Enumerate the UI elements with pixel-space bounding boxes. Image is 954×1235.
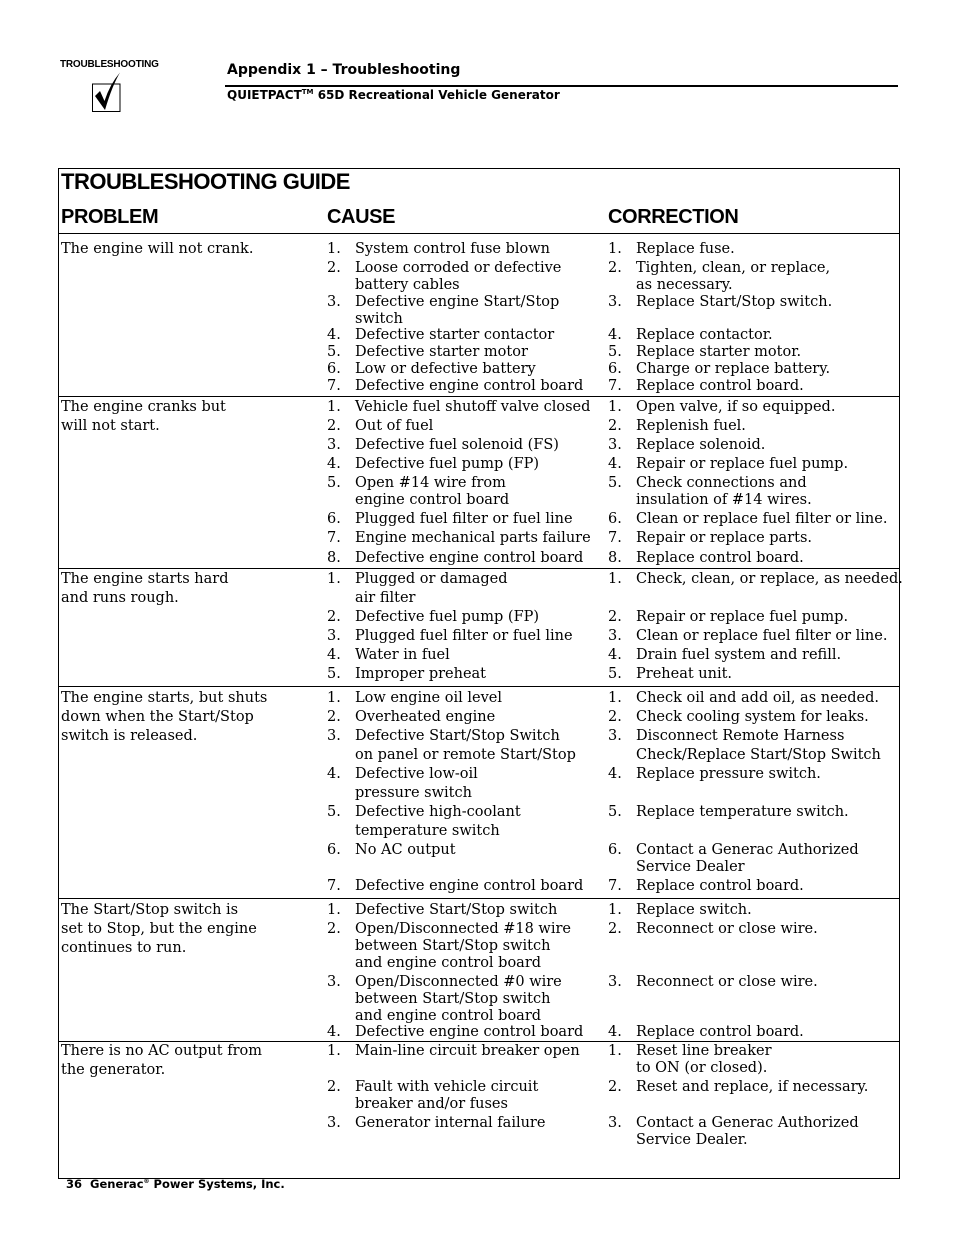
cause-text: Open/Disconnected #18 wire <box>355 921 571 937</box>
correction-number: 4. <box>608 1024 622 1040</box>
cause-text: engine control board <box>355 492 510 508</box>
cause-number: 4. <box>327 1024 341 1040</box>
problem-text: The engine cranks but <box>61 399 226 415</box>
correction-text: to ON (or closed). <box>636 1060 768 1076</box>
cause-number: 1. <box>327 571 341 587</box>
cause-number: 5. <box>327 666 341 682</box>
correction-number: 3. <box>608 437 622 453</box>
correction-text: Contact a Generac Authorized <box>636 1115 859 1131</box>
correction-text: Repair or replace fuel pump. <box>636 456 849 472</box>
group-divider <box>59 568 899 569</box>
problem-text: There is no AC output from <box>61 1043 262 1059</box>
correction-text: Contact a Generac Authorized <box>636 842 859 858</box>
cause-number: 4. <box>327 456 341 472</box>
section-tag: TROUBLESHOOTING <box>60 59 159 70</box>
checkbox-check-icon <box>92 72 121 112</box>
cause-text: Low engine oil level <box>355 690 502 706</box>
correction-text: Reconnect or close wire. <box>636 921 818 937</box>
cause-text: and engine control board <box>355 955 542 971</box>
correction-number: 3. <box>608 728 622 744</box>
problem-text: switch is released. <box>61 728 198 744</box>
cause-number: 1. <box>327 690 341 706</box>
problem-text: The engine starts, but shuts <box>61 690 268 706</box>
problem-text: and runs rough. <box>61 590 179 606</box>
cause-number: 1. <box>327 241 341 257</box>
correction-number: 6. <box>608 511 622 527</box>
cause-text: battery cables <box>355 277 460 293</box>
problem-text: the generator. <box>61 1062 166 1078</box>
correction-text: Preheat unit. <box>636 666 733 682</box>
cause-number: 3. <box>327 974 341 990</box>
cause-text: Defective starter motor <box>355 344 528 360</box>
cause-number: 4. <box>327 647 341 663</box>
product-subtitle: QUIETPACT™ 65D Recreational Vehicle Generator <box>227 88 560 102</box>
cause-text: Engine mechanical parts failure <box>355 530 591 546</box>
correction-text: Repair or replace parts. <box>636 530 812 546</box>
correction-text: Replace contactor. <box>636 327 773 343</box>
correction-text: as necessary. <box>636 277 733 293</box>
correction-text: Replenish fuel. <box>636 418 746 434</box>
cause-text: System control fuse blown <box>355 241 550 257</box>
correction-text: Repair or replace fuel pump. <box>636 609 849 625</box>
cause-text: Generator internal failure <box>355 1115 546 1131</box>
cause-text: Improper preheat <box>355 666 487 682</box>
correction-number: 7. <box>608 378 622 394</box>
correction-text: Replace control board. <box>636 878 804 894</box>
correction-number: 5. <box>608 475 622 491</box>
problem-text: down when the Start/Stop <box>61 709 254 725</box>
correction-number: 2. <box>608 709 622 725</box>
cause-text: Defective Start/Stop Switch <box>355 728 560 744</box>
column-header-cause: CAUSE <box>327 206 396 228</box>
group-divider <box>59 396 899 397</box>
correction-text: Replace control board. <box>636 1024 804 1040</box>
cause-text: between Start/Stop switch <box>355 938 551 954</box>
correction-text: Reset and replace, if necessary. <box>636 1079 869 1095</box>
correction-text: Replace solenoid. <box>636 437 766 453</box>
correction-number: 1. <box>608 902 622 918</box>
cause-number: 6. <box>327 511 341 527</box>
cause-text: Overheated engine <box>355 709 496 725</box>
correction-number: 2. <box>608 418 622 434</box>
correction-number: 5. <box>608 666 622 682</box>
cause-text: breaker and/or fuses <box>355 1096 508 1112</box>
column-header-correction: CORRECTION <box>608 206 739 228</box>
correction-text: Open valve, if so equipped. <box>636 399 836 415</box>
correction-number: 2. <box>608 921 622 937</box>
cause-number: 3. <box>327 628 341 644</box>
problem-text: The Start/Stop switch is <box>61 902 239 918</box>
correction-number: 1. <box>608 241 622 257</box>
correction-number: 5. <box>608 344 622 360</box>
correction-text: Check, clean, or replace, as needed. <box>636 571 903 587</box>
correction-text: Check/Replace Start/Stop Switch <box>636 747 881 763</box>
correction-text: Replace Start/Stop switch. <box>636 294 833 310</box>
cause-text: Loose corroded or defective <box>355 260 562 276</box>
problem-text: set to Stop, but the engine <box>61 921 257 937</box>
cause-text: air filter <box>355 590 416 606</box>
correction-text: Check cooling system for leaks. <box>636 709 869 725</box>
appendix-title: Appendix 1 – Troubleshooting <box>227 62 461 78</box>
cause-text: Defective high-coolant <box>355 804 521 820</box>
cause-text: Defective fuel solenoid (FS) <box>355 437 559 453</box>
cause-number: 7. <box>327 378 341 394</box>
correction-number: 4. <box>608 647 622 663</box>
correction-text: Reconnect or close wire. <box>636 974 818 990</box>
correction-number: 7. <box>608 878 622 894</box>
cause-number: 2. <box>327 709 341 725</box>
cause-number: 3. <box>327 294 341 310</box>
cause-text: Water in fuel <box>355 647 450 663</box>
cause-text: Plugged or damaged <box>355 571 508 587</box>
correction-text: Replace control board. <box>636 378 804 394</box>
cause-number: 6. <box>327 361 341 377</box>
problem-text: The engine will not crank. <box>61 241 254 257</box>
correction-text: Replace pressure switch. <box>636 766 821 782</box>
cause-text: Main-line circuit breaker open <box>355 1043 580 1059</box>
cause-number: 2. <box>327 609 341 625</box>
correction-number: 8. <box>608 550 622 566</box>
cause-text: Out of fuel <box>355 418 434 434</box>
cause-number: 5. <box>327 344 341 360</box>
cause-text: temperature switch <box>355 823 500 839</box>
cause-text: and engine control board <box>355 1008 542 1024</box>
correction-number: 6. <box>608 361 622 377</box>
cause-number: 4. <box>327 766 341 782</box>
correction-number: 4. <box>608 456 622 472</box>
correction-number: 2. <box>608 609 622 625</box>
cause-number: 2. <box>327 260 341 276</box>
cause-text: Plugged fuel filter or fuel line <box>355 511 573 527</box>
correction-text: Check connections and <box>636 475 807 491</box>
problem-text: The engine starts hard <box>61 571 229 587</box>
cause-text: Defective Start/Stop switch <box>355 902 558 918</box>
correction-text: Replace fuse. <box>636 241 735 257</box>
cause-text: between Start/Stop switch <box>355 991 551 1007</box>
cause-number: 8. <box>327 550 341 566</box>
correction-text: Drain fuel system and refill. <box>636 647 842 663</box>
correction-text: Service Dealer <box>636 859 745 875</box>
header-rule <box>225 85 898 87</box>
cause-text: pressure switch <box>355 785 472 801</box>
column-header-problem: PROBLEM <box>61 206 159 228</box>
cause-text: Fault with vehicle circuit <box>355 1079 539 1095</box>
correction-text: Clean or replace fuel filter or line. <box>636 628 888 644</box>
cause-text: Low or defective battery <box>355 361 536 377</box>
correction-text: Disconnect Remote Harness <box>636 728 845 744</box>
correction-number: 4. <box>608 766 622 782</box>
correction-number: 3. <box>608 628 622 644</box>
correction-text: Clean or replace fuel filter or line. <box>636 511 888 527</box>
correction-number: 2. <box>608 1079 622 1095</box>
cause-number: 6. <box>327 842 341 858</box>
cause-text: Defective engine control board <box>355 378 584 394</box>
cause-text: Vehicle fuel shutoff valve closed <box>355 399 591 415</box>
correction-text: Reset line breaker <box>636 1043 772 1059</box>
cause-number: 1. <box>327 902 341 918</box>
correction-text: Charge or replace battery. <box>636 361 831 377</box>
cause-text: Open/Disconnected #0 wire <box>355 974 562 990</box>
problem-text: continues to run. <box>61 940 187 956</box>
cause-text: Defective fuel pump (FP) <box>355 609 540 625</box>
cause-number: 3. <box>327 1115 341 1131</box>
group-divider <box>59 686 899 687</box>
cause-number: 7. <box>327 530 341 546</box>
cause-text: Defective fuel pump (FP) <box>355 456 540 472</box>
correction-text: Replace switch. <box>636 902 752 918</box>
correction-number: 1. <box>608 690 622 706</box>
correction-number: 3. <box>608 294 622 310</box>
correction-text: Tighten, clean, or replace, <box>636 260 831 276</box>
cause-text: Open #14 wire from <box>355 475 506 491</box>
correction-text: Replace control board. <box>636 550 804 566</box>
correction-number: 2. <box>608 260 622 276</box>
cause-text: Defective engine Start/Stop <box>355 294 560 310</box>
correction-number: 4. <box>608 327 622 343</box>
guide-title: TROUBLESHOOTING GUIDE <box>61 169 350 194</box>
cause-text: Defective engine control board <box>355 1024 584 1040</box>
cause-number: 2. <box>327 418 341 434</box>
cause-text: No AC output <box>355 842 456 858</box>
correction-text: Service Dealer. <box>636 1132 748 1148</box>
cause-number: 1. <box>327 399 341 415</box>
cause-number: 7. <box>327 878 341 894</box>
problem-text: will not start. <box>61 418 160 434</box>
correction-number: 1. <box>608 399 622 415</box>
cause-text: Defective engine control board <box>355 878 584 894</box>
cause-text: Defective engine control board <box>355 550 584 566</box>
cause-number: 3. <box>327 437 341 453</box>
cause-number: 2. <box>327 1079 341 1095</box>
correction-number: 7. <box>608 530 622 546</box>
correction-text: Check oil and add oil, as needed. <box>636 690 880 706</box>
correction-number: 6. <box>608 842 622 858</box>
correction-number: 3. <box>608 1115 622 1131</box>
correction-number: 1. <box>608 1043 622 1059</box>
header-divider <box>59 233 899 234</box>
cause-number: 5. <box>327 804 341 820</box>
cause-number: 4. <box>327 327 341 343</box>
page-footer: 36 Generac® Power Systems, Inc. <box>66 1177 285 1191</box>
cause-number: 2. <box>327 921 341 937</box>
cause-text: Plugged fuel filter or fuel line <box>355 628 573 644</box>
cause-number: 3. <box>327 728 341 744</box>
correction-number: 1. <box>608 571 622 587</box>
correction-text: Replace temperature switch. <box>636 804 849 820</box>
group-divider <box>59 1041 899 1042</box>
cause-text: Defective low-oil <box>355 766 478 782</box>
troubleshooting-guide <box>58 168 903 1179</box>
cause-text: switch <box>355 311 403 327</box>
correction-text: Replace starter motor. <box>636 344 802 360</box>
correction-text: insulation of #14 wires. <box>636 492 812 508</box>
cause-text: on panel or remote Start/Stop <box>355 747 576 763</box>
correction-number: 3. <box>608 974 622 990</box>
group-divider <box>59 898 899 899</box>
correction-number: 5. <box>608 804 622 820</box>
cause-number: 5. <box>327 475 341 491</box>
cause-text: Defective starter contactor <box>355 327 555 343</box>
cause-number: 1. <box>327 1043 341 1059</box>
